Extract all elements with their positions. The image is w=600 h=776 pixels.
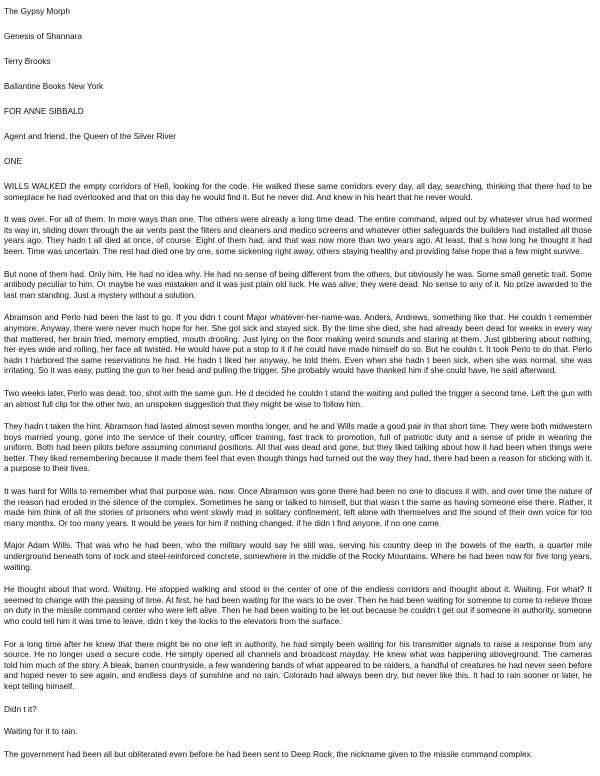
paragraph: They hadn t taken the hint. Abramson had lasted almost seven months longer, and he and Wills made a good pair in that short time. They were both midwestern boys married young, gone into the service of their country, officer training, fast track to promotion, full of patriotic duty and a sense of pride in wearing the uniform. Both had been pilots before assuming command positions. All that was dead and gone, but they liked talking about how it had been when things were better. They liked remembering because it made them feel that even though things had turned out the way they had, there had been a reason for sticking with it, a purpose to their lives. [4,421,592,474]
paragraph: Abramson and Perlo had been the last to go. If you didn t count Major whatever-her-name-was. Anders, Andrews, something like that. He couldn t remember anymore. Anyway, there were never much hope for her. She got sick and stayed sick. By the time she died, she had already been dead for weeks in every way that mattered, her brain fried, memory emptied, mouth drooling. Just lying on the floor making weird sounds and staring at them. Just gibbering about nothing, her eyes wide and rolling, her face all twisted. He would have put a stop to it if he could have made himself do so. But he couldn t. It took Perlo to do that. Perlo hadn t harbored the same reservations he had. He hadn t liked her anyway, he told them. Even when she hadn t been sick, when she was normal, she was irritating. So it was easy, putting the gun to her head and pulling the trigger. She probably would have thanked him if she could have, he said afterward. [4,312,592,376]
dedication: FOR ANNE SIBBALD [4,106,84,116]
paragraph: Major Adam Wills. That was who he had been, who the military would say he still was, serving his country deep in the bowels of the earth, a quarter mile underground beneath tons of rock and steel-reinforced concrete, somewhere in the middle of the Rocky Mountains. Where he had been now for five long years, waiting. [4,540,592,572]
publisher: Ballantine Books New York [4,81,104,91]
paragraph: For a long time after he knew that there might be no one left in authority, he had simply been waiting for his transmitter signals to raise a response from any source. He no longer used a secure code. He simply opened all channels and broadcast mayday. He knew what was happening aboveground. The cameras told him much of the story. A bleak, barren countryside, a few wandering bands of what appeared to be raiders, a handful of creatures he had never seen before and hoped never to see again, and endless days of sunshine and no rain. Colorado had always been dry, but never like this. It had to rain sooner or later, he kept telling himself. [4,638,592,691]
book-page [4,6,592,759]
paragraph: It was over. For all of them. In more ways than one. The others were already a long time dead. The entire command, wiped out by whatever virus had wormed its way in, sliding down through the air vents past the filters and cleaners and medico screens and whatever other safeguards the builders had installed all those years ago. They hadn t all died at once, of course. Eight of them had, and that was now more than two years ago. At least, that s how long he thought it had been. Time was uncertain. The rest had died one by one, some sickening right away, others staying healthy and providing false hope that a few might survive. [4,214,592,256]
paragraph: He thought about that word. Waiting. He stopped walking and stood in the center of one of the endless corridors and thought about it. Waiting. For what? It seemed to change with the passing of time. At first, he had been waiting for the wars to be over. Then he had been waiting for someone to come to relieve those on duty in the missile command center who were left alive. Then he had been waiting to be let out because he couldn t get out if someone in authority, someone who could tell him it was time to leave, didn t key the locks to the elevators from the surface. [4,584,592,626]
paragraph: It was hard for Wills to remember what that purpose was, now. Once Abramson was gone there had been no one to discuss it with, and over time the nature of the reason had eroded in the silence of the complex. Sometimes he sang or talked to himself, but that wasn t the same as having someone else there. Rather, it made him think of all the stories of prisoners who went slowly mad in solitary confinement, left alone with themselves and the sound of their own voice for too many months. Or too many years. It would be years for him if nothing changed, if he didn t find anyone, if no one came. [4,486,592,528]
paragraph: The government had been all but obliterated even before he had been sent to Deep Rock, the nickname given to the missile command complex. [4,748,534,759]
chapter-heading: ONE [4,156,22,166]
paragraph: But none of them had. Only him. He had no idea why. He had no sense of being different from the others, but obviously he was. Some small genetic trait. Some antibody peculiar to him. Or maybe he was mistaken and it was just plain old luck. He was alive; they were dead. No sense to any of it. No prize awarded to the last man standing. Just a mystery without a solution. [4,268,592,300]
paragraph: Waiting for it to rain. [4,726,78,737]
paragraph: WILLS WALKED the empty corridors of Hell, looking for the code. He walked these same corridors every day, all day, searching, thinking that there had to be someplace he had overlooked and that on this day he would find it. But he never did. And knew in his heart that he never would. [4,181,592,202]
series-name: Genesis of Shannara [4,31,82,41]
author-name: Terry Brooks [4,56,51,66]
dedication-subtitle: Agent and friend, the Queen of the Silver River [4,131,177,141]
paragraph: Two weeks later, Perlo was dead, too, shot with the same gun. He d decided he couldn t stand the waiting and pulled the trigger a second time. Left the gun with an almost full clip for the other two, an unspoken suggestion that they might be wise to follow him. [4,387,592,409]
paragraph: Didn t it? [4,703,37,714]
book-title: The Gypsy Morph [4,6,70,16]
